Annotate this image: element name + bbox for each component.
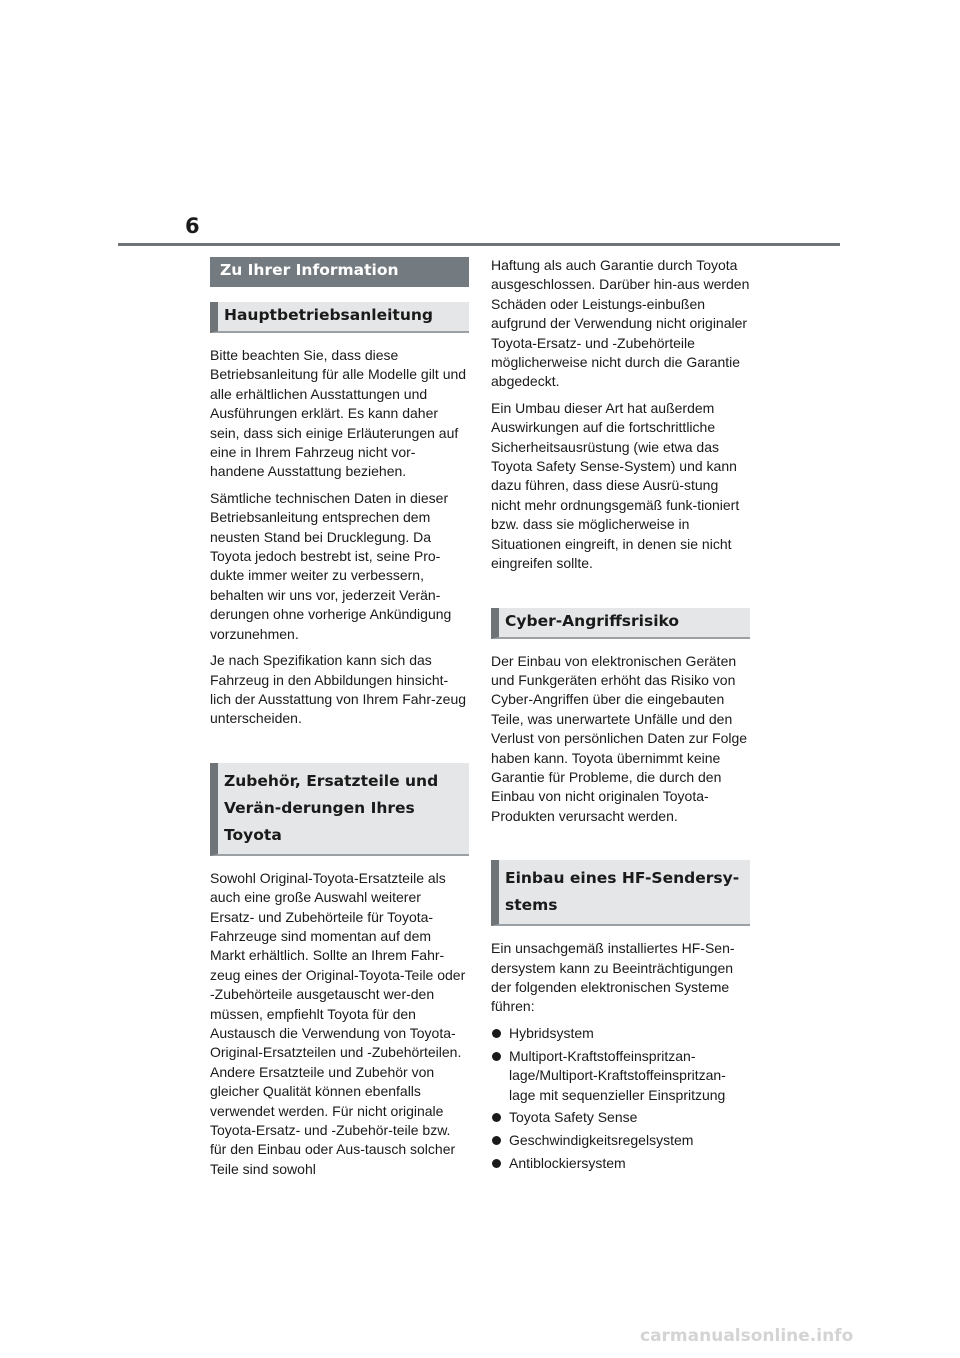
header-rule bbox=[118, 243, 840, 246]
section-title-zubehoer: Zubehör, Ersatzteile und Verän-derungen Ihres Toyota bbox=[210, 763, 469, 856]
paragraph: Sämtliche technischen Daten in dieser Betriebsanleitung entsprechen dem neusten Stand bei Drucklegung. Da Toyota jedoch bestrebt ist, seine Pro-dukte immer weiter zu verbessern, behalten wir uns vor, jederzeit Verän-derungen ohne vorherige Ankündigung vorzunehmen. bbox=[210, 489, 452, 642]
watermark[interactable]: carmanualsonline.info bbox=[640, 1326, 854, 1346]
paragraph: Haftung als auch Garantie durch Toyota ausgeschlossen. Darüber hin-aus werden Schäden oder Leistungs-einbußen aufgrund der Verwendung nicht originaler Toyota-Ersatz- und -Zubehörteile möglicherweise nicht durch die Garantie abgedeckt. bbox=[491, 257, 750, 390]
chapter-title: Zu Ihrer Information bbox=[210, 257, 469, 287]
list-item: Toyota Safety Sense bbox=[491, 1108, 750, 1127]
list-item: Multiport-Kraftstoffeinspritzan-lage/Multiport-Kraftstoffeinspritzan-lage mit sequenzieller Einspritzung bbox=[491, 1047, 750, 1105]
list-item: Hybridsystem bbox=[491, 1024, 750, 1043]
section-title-cyber-angriffsrisiko: Cyber-Angriffsrisiko bbox=[491, 608, 750, 639]
list-item: Antiblockiersystem bbox=[491, 1154, 750, 1173]
bullet-list bbox=[491, 1024, 750, 1174]
paragraph: Der Einbau von elektronischen Geräten und Funkgeräten erhöht das Risiko von Cyber-Angriffen über die eingebauten Teile, was unerwartete Unfälle und den Verlust von persönlichen Daten zur Folge haben kann. Toyota übernimmt keine Garantie für Probleme, die durch den Einbau von nicht originalen Toyota-Produkten verursacht werden. bbox=[491, 652, 748, 824]
paragraph: Bitte beachten Sie, dass diese Betriebsanleitung für alle Modelle gilt und alle erhältlichen Ausstattungen und Ausführungen erklärt. Es kann daher sein, dass sich einige Erläuterungen auf eine in Ihrem Fahrzeug nicht vor-handene Ausstattung beziehen. bbox=[210, 347, 467, 480]
paragraph: Sowohl Original-Toyota-Ersatzteile als auch eine große Auswahl weiterer Ersatz- und Zubehörteile für Toyota-Fahrzeuge sind momentan auf dem Markt erhältlich. Sollte an Ihrem Fahr-zeug eines der Original-Toyota-Teile oder -Zubehörteile ausgetauscht wer-den müssen, empfiehlt Toyota für den Austausch die Verwendung von Toyota-Original-Ersatzteilen und -Zubehörteilen. Andere Ersatzteile und Zubehör von gleicher Qualität können ebenfalls verwendet werden. Für nicht originale Toyota-Ersatz- und -Zubehör-teile bzw. für den Einbau oder Aus-tausch solcher Teile sind sowohl bbox=[210, 869, 466, 1177]
bullet-icon bbox=[492, 1159, 501, 1168]
bullet-icon bbox=[492, 1113, 501, 1122]
paragraph: Ein unsachgemäß installiertes HF-Sen-dersystem kann zu Beeinträchtigungen der folgenden elektronischen Systeme führen: bbox=[491, 940, 735, 1015]
page-number: 6 bbox=[185, 214, 200, 238]
left-column bbox=[210, 257, 469, 1186]
right-column bbox=[491, 257, 750, 1177]
bullet-icon bbox=[492, 1029, 501, 1038]
bullet-icon bbox=[492, 1136, 501, 1145]
paragraph: Je nach Spezifikation kann sich das Fahrzeug in den Abbildungen hinsicht-lich der Ausstattung von Ihrem Fahr-zeug unterscheiden. bbox=[210, 652, 467, 727]
list-item: Geschwindigkeitsregelsystem bbox=[491, 1131, 750, 1150]
section-title-hf-sendersystem: Einbau eines HF-Sendersy-stems bbox=[491, 860, 750, 926]
section-title-hauptbetriebsanleitung: Hauptbetriebsanleitung bbox=[210, 302, 469, 333]
bullet-icon bbox=[492, 1052, 501, 1061]
paragraph: Ein Umbau dieser Art hat außerdem Auswirkungen auf die fortschrittliche Sicherheitsausrüstung (wie etwa das Toyota Safety Sense-System) und kann dazu führen, dass diese Ausrü-stung nicht mehr ordnungsgemäß funk-tioniert bzw. dass sie möglicherweise in Situationen eingreift, in denen sie nicht eingreifen sollte. bbox=[491, 399, 740, 572]
